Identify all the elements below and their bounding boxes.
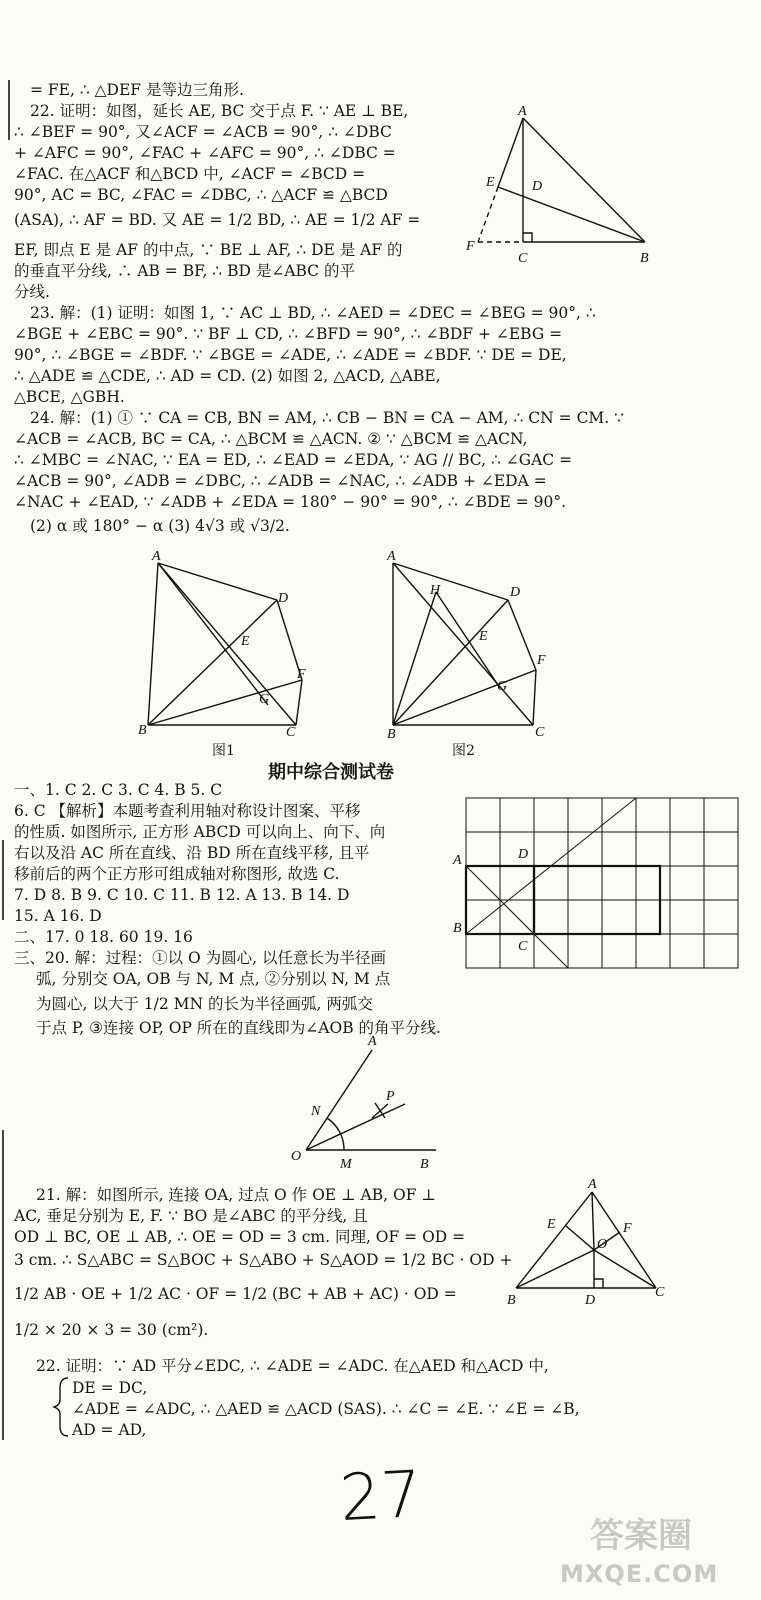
text-line: 分线. (14, 283, 50, 301)
svg-text:E: E (486, 175, 495, 190)
svg-text:N: N (311, 1104, 321, 1119)
text-line: = FE, ∴ △DEF 是等边三角形. (30, 81, 244, 99)
answer-line: 的性质. 如图所示, 正方形 ABCD 可以向上、向下、向 (14, 823, 386, 841)
svg-text:A: A (588, 1177, 597, 1192)
text-line: ∴ ∠BEF = 90°, 又∠ACF = ∠ACB = 90°, ∴ ∠DBC (14, 123, 392, 141)
text-line: (ASA), ∴ AF = BD. 又 AE = 1/2 BD, ∴ AE = 1/2 AF = (14, 211, 421, 229)
text-line: + ∠AFC = 90°, ∠FAC + ∠AFC = 90°, ∴ ∠DBC = (14, 144, 396, 162)
svg-text:F: F (297, 667, 306, 682)
answer-line: 一、1. C 2. C 3. C 4. B 5. C (14, 781, 223, 799)
svg-text:A: A (453, 853, 462, 868)
svg-text:B: B (507, 1293, 516, 1308)
svg-text:F: F (466, 239, 475, 254)
svg-text:D: D (518, 847, 529, 862)
svg-text:M: M (340, 1157, 352, 1172)
svg-text:O: O (291, 1149, 302, 1164)
svg-text:P: P (386, 1089, 395, 1104)
svg-text:D: D (278, 591, 289, 606)
grid-figure (466, 798, 738, 968)
svg-text:D: D (585, 1293, 596, 1308)
figure-2-caption: 图2 (452, 743, 475, 759)
text-line: 23. 解：(1) 证明：如图 1, ∵ AC ⊥ BD, ∴ ∠AED = ∠DEC = ∠BEG = 90°, ∴ (30, 304, 596, 322)
text-line: (2) α 或 180° − α (3) 4√3 或 √3/2. (30, 517, 290, 535)
svg-text:H: H (430, 583, 441, 598)
text-line: ∴ ∠MBC = ∠NAC, ∵ EA = ED, ∴ ∠EAD = ∠EDA, ∵ AG // BC, ∴ ∠GAC = (14, 451, 573, 469)
svg-text:A: A (518, 104, 527, 119)
svg-text:D: D (510, 585, 521, 600)
svg-text:A: A (387, 549, 396, 564)
point-labels (138, 104, 665, 1308)
answer-line: 弧, 分别交 OA, OB 与 N, M 点, ②分别以 N, M 点 (36, 970, 391, 988)
answer-line: AD = AD, (72, 1421, 147, 1439)
figure-20 (306, 1050, 436, 1150)
watermark-logo: 答案圈 (590, 1516, 692, 1556)
answer-line: 3 cm. ∴ S△ABC = S△BOC + S△ABO + S△AOD = 1/2 BC · OD + (14, 1251, 513, 1269)
answer-line: 二、17. 0 18. 60 19. 16 (14, 928, 193, 946)
answer-line: 1/2 × 20 × 3 = 30 (cm²). (14, 1321, 209, 1339)
svg-text:F: F (623, 1221, 632, 1236)
svg-text:E: E (479, 629, 488, 644)
answer-line: 为圆心, 以大于 1/2 MN 的长为半径画弧, 两弧交 (36, 995, 373, 1013)
answer-line: 7. D 8. B 9. C 10. C 11. B 12. A 13. B 14. D (14, 886, 350, 904)
svg-text:C: C (535, 725, 545, 740)
svg-text:A: A (152, 549, 161, 564)
text-line: ∠NAC + ∠EAD, ∵ ∠ADB + ∠EDA = 180° − 90° = 90°, ∴ ∠BDE = 90°. (14, 493, 567, 511)
text-line: 22. 证明：如图，延长 AE, BC 交于点 F. ∵ AE ⊥ BE, (30, 102, 409, 120)
figure-1 (148, 563, 302, 725)
answer-line: 三、20. 解：过程：①以 O 为圆心, 以任意长为半径画 (14, 949, 386, 967)
svg-text:C: C (518, 251, 528, 266)
answer-line: 22. 证明：∵ AD 平分∠EDC, ∴ ∠ADE = ∠ADC. 在△AED 和△ACD 中, (36, 1357, 549, 1375)
svg-text:A: A (368, 1034, 377, 1049)
page-number: 27 (338, 1457, 424, 1537)
svg-text:B: B (138, 723, 147, 738)
answer-line: 15. A 16. D (14, 907, 102, 925)
section-title: 期中综合测试卷 (268, 762, 394, 783)
answer-line: 6. C 【解析】本题考查利用轴对称设计图案、平移 (14, 802, 361, 820)
svg-text:F: F (537, 653, 546, 668)
figure-21 (516, 1192, 656, 1288)
answer-line: 右以及沿 AC 所在直线、沿 BD 所在直线平移, 且平 (14, 844, 370, 862)
text-line: EF, 即点 E 是 AF 的中点, ∵ BE ⊥ AF, ∴ DE 是 AF 的 (14, 241, 403, 259)
text-line: ∠ACB = 90°, ∠ADB = ∠DBC, ∴ ∠ADB = ∠NAC, ∴ ∠ADB + ∠EDA = (14, 472, 547, 490)
svg-text:B: B (387, 727, 396, 742)
text-line: 的垂直平分线, ∴ AB = BF, ∴ BD 是∠ABC 的平 (14, 262, 355, 280)
text-line: ∴ △ADE ≌ △CDE, ∴ AD = CD. (2) 如图 2, △ACD, △ABE, (14, 367, 441, 385)
svg-text:B: B (640, 251, 649, 266)
text-line: △BCE, △GBH. (14, 388, 125, 406)
text-line: 90°, ∴ ∠BGE = ∠BDF. ∵ ∠BGE = ∠ADE, ∴ ∠ADE = ∠BDF. ∵ DE = DE, (14, 346, 567, 364)
watermark-url: MXQE.COM (560, 1560, 719, 1588)
text-line: ∠ACB = ∠ACB, BC = CA, ∴ △BCM ≌ △ACN. ② ∵ △BCM ≌ △ACN, (14, 430, 528, 448)
answer-line: 21. 解：如图所示, 连接 OA, 过点 O 作 OE ⊥ AB, OF ⊥ (36, 1186, 436, 1204)
svg-text:C: C (286, 725, 296, 740)
text-line: 90°, AC = BC, ∠FAC = ∠DBC, ∴ △ACF ≌ △BCD (14, 186, 388, 204)
svg-text:E: E (547, 1217, 556, 1232)
text-line: 24. 解：(1) ① ∵ CA = CB, BN = AM, ∴ CB − BN = CA − AM, ∴ CN = CM. ∵ (30, 409, 625, 427)
svg-text:C: C (518, 939, 528, 954)
answer-line: OD ⊥ BC, OE ⊥ AB, ∴ OE = OD = 3 cm. 同理, OF = OD = (14, 1228, 466, 1246)
answer-line: DE = DC, (72, 1379, 148, 1397)
text-line: ∠BGE + ∠EBC = 90°. ∵ BF ⊥ CD, ∴ ∠BFD = 90°, ∴ ∠BDF + ∠EBG = (14, 325, 563, 343)
answer-line: AC, 垂足分别为 E, F. ∵ BO 是∠ABC 的平分线, 且 (14, 1207, 368, 1225)
answer-line: 1/2 AB · OE + 1/2 AC · OF = 1/2 (BC + AB + AC) · OD = (14, 1285, 457, 1303)
svg-text:G: G (259, 692, 270, 707)
svg-text:B: B (453, 921, 462, 936)
svg-text:C: C (655, 1285, 665, 1300)
answer-line: ∠ADE = ∠ADC, ∴ △AED ≌ △ACD (SAS). ∴ ∠C = ∠E. ∵ ∠E = ∠B, (72, 1400, 580, 1418)
svg-text:O: O (597, 1237, 608, 1252)
figure-22 (478, 118, 645, 242)
figure-1-caption: 图1 (212, 743, 235, 759)
svg-text:B: B (420, 1157, 429, 1172)
system-brace (54, 1378, 68, 1436)
svg-text:D: D (532, 179, 543, 194)
svg-text:G: G (497, 679, 508, 694)
text-line: ∠FAC. 在△ACF 和△BCD 中, ∠ACF = ∠BCD = (14, 165, 366, 183)
answer-line: 于点 P, ③连接 OP, OP 所在的直线即为∠AOB 的角平分线. (36, 1019, 441, 1037)
svg-text:E: E (241, 634, 250, 649)
answer-line: 移前后的两个正方形可组成轴对称图形, 故选 C. (14, 865, 340, 883)
